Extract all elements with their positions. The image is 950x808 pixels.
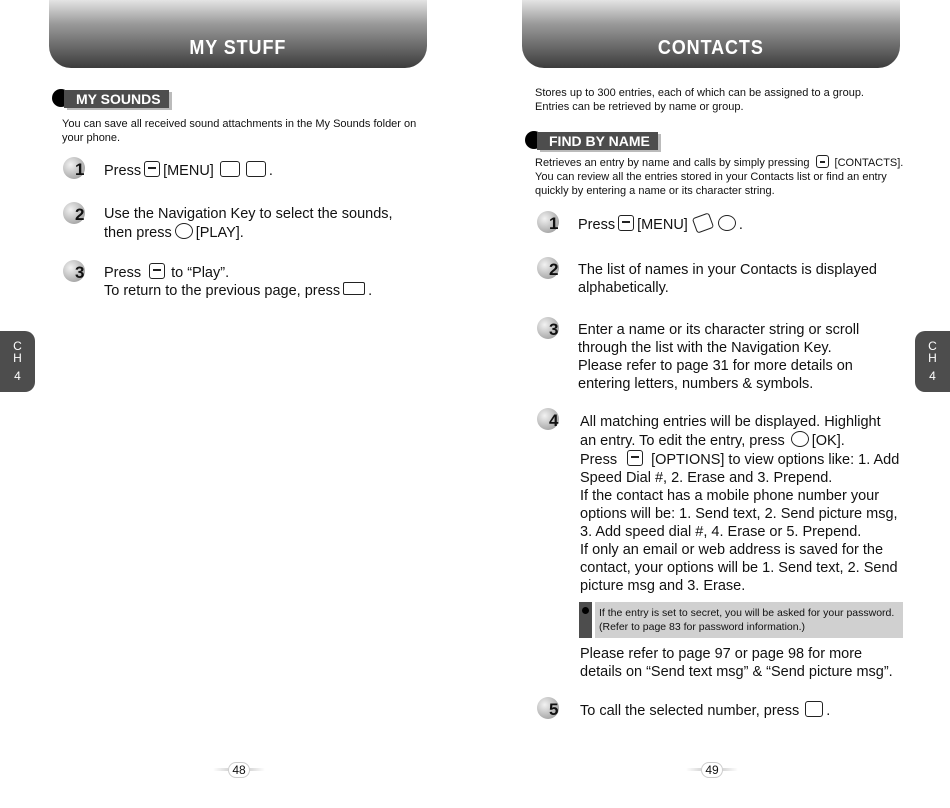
menu-key-icon — [144, 161, 160, 177]
ok-key-icon — [175, 223, 193, 239]
right-step-1: Press [MENU] . — [578, 215, 743, 234]
soft-key-icon — [149, 263, 165, 279]
find-by-name-label: FIND BY NAME — [537, 132, 658, 150]
contacts-intro: Stores up to 300 entries, each of which can be assigned to a group. Entries can be retrieved by name or group. — [535, 87, 864, 113]
page-number-left: 48 — [221, 760, 257, 780]
find-by-name-description: Retrieves an entry by name and calls by simply pressing [CONTACTS]. You can review all the entries stored in your Contacts list or find an entry quickly by entering a name or its character string. — [535, 157, 904, 197]
left-step-1-number: 1 — [63, 157, 89, 183]
note-bar — [579, 602, 592, 638]
right-step-1-number: 1 — [537, 211, 563, 237]
five-key-icon — [220, 161, 240, 177]
soft-key-icon — [627, 450, 643, 466]
right-step-2-number: 2 — [537, 257, 563, 283]
soft-key-icon — [816, 155, 829, 168]
right-step-3-number: 3 — [537, 317, 563, 343]
left-header — [49, 0, 427, 68]
page-number-right: 49 — [694, 760, 730, 780]
left-header-title: MY STUFF — [189, 37, 287, 59]
right-step-5-number: 5 — [537, 697, 563, 723]
after-note-text: Please refer to page 97 or page 98 for more details on “Send text msg” & “Send picture msg”. — [580, 646, 893, 680]
chapter-tab-right: C H 4 — [915, 331, 950, 392]
my-sounds-intro: You can save all received sound attachments in the My Sounds folder on your phone. — [62, 118, 417, 144]
note-text: If the entry is set to secret, you will be asked for your password. (Refer to page 83 for password information.) — [595, 602, 903, 638]
right-step-4-number: 4 — [537, 408, 563, 434]
right-header-title: CONTACTS — [658, 37, 764, 59]
right-step-5: To call the selected number, press . — [580, 703, 831, 719]
send-key-icon — [805, 701, 823, 717]
five-key-icon — [246, 161, 266, 177]
right-step-4: All matching entries will be displayed. Highlight an entry. To edit the entry, press [OK]. Press [OPTIONS] to view options like: 1. Add Speed Dial #, 2. Erase and 3. Prepend. If the contact has a mobile phone number your options will be: 1. Send text, 2. Send picture msg, 3. Add speed dial #, 4. Erase or 5. Prepend. If only an email or web address is saved for the contact, your options will be 1. Send text, 2. Send picture msg and 3. Erase. — [580, 414, 900, 594]
one-key-icon — [718, 215, 736, 231]
left-step-2: Use the Navigation Key to select the sounds, then press [PLAY]. — [104, 206, 393, 241]
my-sounds-label: MY SOUNDS — [64, 90, 169, 108]
left-step-1: Press [MENU] . — [104, 163, 273, 179]
right-header — [522, 0, 900, 68]
right-step-2: The list of names in your Contacts is displayed alphabetically. — [578, 262, 877, 296]
password-note — [579, 602, 903, 638]
six-key-icon — [692, 212, 714, 233]
ok-key-icon — [791, 431, 809, 447]
menu-key-icon — [618, 215, 634, 231]
back-key-icon — [343, 282, 365, 295]
left-step-3-number: 3 — [63, 260, 89, 286]
right-step-3: Enter a name or its character string or scroll through the list with the Navigation Key. Please refer to page 31 for more details on entering letters, numbers & symbols. — [578, 322, 860, 392]
left-step-3: Press to “Play”. To return to the previous page, press . — [104, 265, 373, 299]
left-step-2-number: 2 — [63, 202, 89, 228]
note-bullet-icon — [582, 607, 589, 614]
chapter-tab-left: C H 4 — [0, 331, 35, 392]
